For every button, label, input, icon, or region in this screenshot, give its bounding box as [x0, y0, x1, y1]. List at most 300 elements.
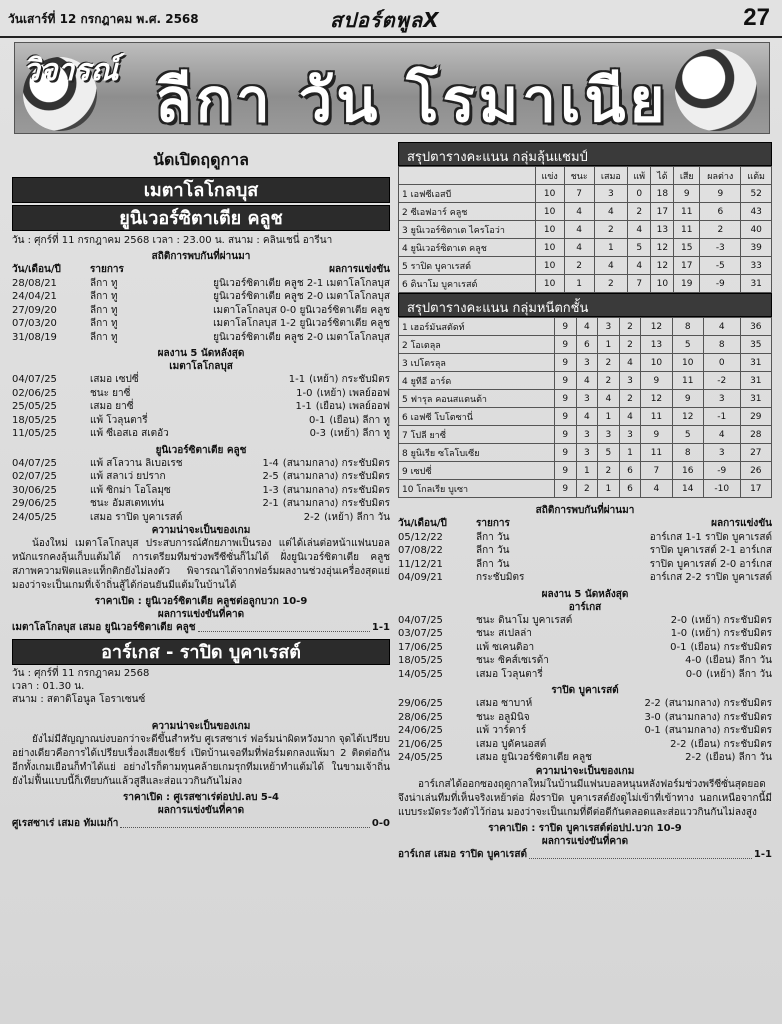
form-date: 04/07/25 [12, 374, 57, 385]
h2h-date: 04/09/21 [398, 572, 443, 583]
form-row [12, 373, 390, 387]
standings-col-header: ได้ [651, 167, 674, 185]
football-icon [675, 49, 757, 131]
form-title: ผลงาน 5 นัดหลังสุด [541, 588, 629, 600]
stat-cell: 2 [598, 354, 620, 372]
team-name: 3 ยูนิเวอร์ซิตาเต ไครโอว่า [399, 221, 536, 239]
stat-cell: 12 [641, 318, 672, 336]
h2h-competition: ลีกา ทู [90, 277, 118, 289]
h2h-date: 11/12/21 [398, 558, 443, 570]
stat-cell: 12 [651, 257, 674, 275]
h2h-header [398, 517, 772, 531]
stat-cell: 3 [598, 318, 620, 336]
stat-cell: 4 [703, 426, 740, 444]
form-date: 21/06/25 [398, 738, 443, 750]
stat-cell: -9 [703, 462, 740, 480]
stat-cell: 1 [576, 462, 598, 480]
stat-cell: 4 [641, 480, 672, 498]
form-opponent: แพ้ สลาเว่ ยปราก [90, 471, 166, 482]
h2h-result: ยูนิเวอร์ซิตาเตีย คลูช 2-0 เมตาโลโกลบุส [213, 291, 390, 302]
stat-cell: 9 [554, 318, 576, 336]
team-name: 8 ยูนิเรีย ซโลโบเซีย [399, 444, 555, 462]
h2h-row [398, 558, 772, 572]
stat-cell: 28 [740, 426, 771, 444]
form-score: 0-0 [685, 668, 703, 680]
form-date: 04/07/25 [12, 457, 57, 469]
form-date: 30/06/25 [12, 484, 57, 496]
team-name: 6 ดินาโม บูคาเรสต์ [399, 275, 536, 293]
team-name: 2 โอเตลุล [399, 336, 555, 354]
form-venue: (เหย้า) ลีกา วัน [706, 668, 772, 680]
stat-cell: 10 [672, 354, 703, 372]
right-column [398, 142, 772, 862]
away-team-bar: ยูนิเวอร์ซิตาเตีย คลูช [12, 205, 390, 231]
home-form-list [398, 614, 772, 682]
stat-cell: 4 [576, 372, 598, 390]
form-date: 29/06/25 [12, 498, 57, 509]
standings-row [399, 185, 772, 203]
stat-cell: 4 [628, 257, 651, 275]
h2h-row [12, 277, 390, 291]
form-date: 03/07/25 [398, 628, 443, 639]
form-score: 0-1 [670, 641, 687, 653]
form-venue: (เหย้า) กระชับมิตร [309, 374, 390, 385]
stat-cell: 4 [594, 257, 627, 275]
prediction-title: ผลการแข่งขันที่คาด [157, 805, 245, 816]
h2h-head-comp: รายการ [90, 264, 124, 275]
h2h-row [398, 571, 772, 585]
stat-cell: 2 [700, 221, 741, 239]
stat-cell: 4 [619, 354, 641, 372]
h2h-result: ราปิด บูคาเรสต์ 2-0 อาร์เกส [649, 558, 772, 570]
h2h-list [12, 277, 390, 345]
h2h-competition: กระชับมิตร [476, 572, 525, 583]
stat-cell: 29 [740, 408, 771, 426]
form-venue: (สนามกลาง) กระชับมิตร [282, 484, 390, 496]
form-score: 2-1 [262, 498, 279, 509]
match2-date: วัน : ศุกร์ที่ 11 กรกฎาคม 2568 [12, 668, 150, 679]
match-analysis: อาร์เกสได้ออกซองฤดูกาลใหม่ในบ้านมีแฟนบอลหนุนหลังฟอร์มช่วงพรีซีซั่นสุดยอด จึงน่าเล่นทีมที่เห็นจริงเหย้าต่อ ฝั่งราปิด บูคาเรสต์ยังดูไม่เข้าที่เข้าทาง นอกเหนือจากนี้มีแบบระมัดระวังตัวไว้ก่อน มองว่าจะเป็นเกมที่ดีต่อดีกันตลอดและส่อแววกินกันไม่ลงสูง [398, 778, 772, 818]
h2h-date: 07/03/20 [12, 318, 57, 329]
h2h-date: 05/12/22 [398, 531, 443, 543]
form-date: 24/06/25 [398, 725, 443, 736]
form-score: 1-0 [670, 628, 688, 639]
stat-cell: 3 [594, 185, 627, 203]
stat-cell: 10 [535, 239, 564, 257]
stat-cell: -10 [703, 480, 740, 498]
form-row [12, 497, 390, 511]
form-row [398, 627, 772, 641]
prediction-text: อาร์เกส เสมอ ราปิด บูคาเรสต์ [398, 848, 527, 860]
form-opponent: เสมอ บูดัคนอสต์ [476, 738, 547, 750]
form-row [398, 697, 772, 711]
standings-col-header: แพ้ [628, 167, 651, 185]
form-row [398, 711, 772, 725]
form-row [398, 724, 772, 738]
form-row [12, 387, 390, 401]
h2h-competition: ลีกา วัน [476, 545, 510, 556]
stat-cell: 9 [554, 462, 576, 480]
stat-cell: 3 [619, 426, 641, 444]
stat-cell: 31 [740, 354, 771, 372]
team-name: 5 ฟารุล คอนสแตนต้า [399, 390, 555, 408]
h2h-row [398, 544, 772, 558]
team-name: 9 เซปซี่ [399, 462, 555, 480]
h2h-list [398, 531, 772, 585]
form-row [398, 738, 772, 752]
match2-venue: สนาม : สตาดิโอนูล โอราเซนซ์ [12, 694, 146, 705]
stat-cell: 39 [741, 239, 772, 257]
form-venue: (สนามกลาง) กระชับมิตร [282, 471, 390, 482]
form-venue: (สนามกลาง) กระชับมิตร [664, 698, 772, 709]
stat-cell: 5 [598, 444, 620, 462]
note-title: ความน่าจะเป็นของเกม [151, 525, 251, 536]
form-score: 1-1 [295, 401, 312, 412]
stat-cell: 36 [740, 318, 771, 336]
h2h-date: 24/04/21 [12, 291, 57, 302]
h2h-date: 07/08/22 [398, 545, 443, 556]
h2h-date: 28/08/21 [12, 277, 57, 289]
stat-cell: 10 [535, 275, 564, 293]
stat-cell: 7 [641, 462, 672, 480]
stat-cell: 8 [672, 444, 703, 462]
standings-row [399, 480, 772, 498]
stat-cell: 10 [535, 203, 564, 221]
page-number: 27 [743, 4, 770, 31]
form-row [398, 668, 772, 682]
h2h-date: 27/09/20 [12, 304, 57, 316]
stat-cell: 31 [740, 390, 771, 408]
stat-cell: 27 [740, 444, 771, 462]
standings-row [399, 408, 772, 426]
form-row [398, 641, 772, 655]
section-title: นัดเปิดฤดูกาล [153, 150, 249, 169]
left-column [12, 142, 390, 831]
form-score: 2-0 [670, 614, 688, 626]
form-row [12, 457, 390, 471]
standings-row [399, 257, 772, 275]
form-venue: (เยือน) ลีกา วัน [705, 655, 772, 666]
standings-row [399, 275, 772, 293]
stat-cell: 17 [740, 480, 771, 498]
note-title: ความน่าจะเป็นของเกม [151, 721, 251, 732]
form-score: 1-0 [296, 387, 313, 399]
stat-cell: 9 [554, 444, 576, 462]
home-form-title: อาร์เกส [568, 601, 602, 613]
stat-cell: 6 [619, 462, 641, 480]
stat-cell: 3 [619, 372, 641, 390]
standings-row [399, 354, 772, 372]
form-score: 0-1 [644, 725, 661, 736]
h2h-row [398, 531, 772, 545]
stat-cell: -1 [703, 408, 740, 426]
stat-cell: 9 [554, 354, 576, 372]
form-venue: (เยือน) เพลย์ออฟ [315, 401, 390, 412]
form-score: 1-4 [262, 457, 279, 469]
stat-cell: 35 [740, 336, 771, 354]
stat-cell: 11 [641, 444, 672, 462]
stat-cell: 16 [672, 462, 703, 480]
standings-col-header: เสมอ [594, 167, 627, 185]
h2h-row [12, 317, 390, 331]
stat-cell: 4 [564, 239, 594, 257]
form-venue: (เยือน) กระชับมิตร [690, 738, 772, 750]
home-form-list [12, 373, 390, 441]
stat-cell: 9 [554, 390, 576, 408]
stat-cell: 9 [554, 480, 576, 498]
stat-cell: 2 [564, 257, 594, 275]
h2h-competition: ลีกา วัน [476, 558, 510, 570]
form-score: 0-3 [309, 428, 326, 439]
form-row [12, 427, 390, 441]
stat-cell: 2 [619, 318, 641, 336]
stat-cell: 11 [641, 408, 672, 426]
stat-cell: 9 [700, 185, 741, 203]
stat-cell: 8 [703, 336, 740, 354]
stat-cell: 3 [576, 354, 598, 372]
form-venue: (เหย้า) กระชับมิตร [691, 614, 772, 626]
match2-analysis: ยังไม่มีสัญญาณบ่งบอกว่าจะดีขึ้นสำหรับ ศูเรสซาเร่ ฟอร์มน่าผิดหวังมาก จุดได้เปรียบอย่างเดียวคือการได้เปรียบเรื่องเสียงเชียร์ เปิดบ้านเจอทีมที่ฟอร์มตกลงแพ้มา 2 ติดต่อกัน อีกทั้งเกมเยือนก็ทำได้แย่ อย่างไรก็ตามทุนคล้ายเกมรุกทีมเหย้าทำแต้มได้ ในขามเจ้าถิ่นยังไม่ฟื้นแบบนี้ก็เทียบกันแล้วสูสีและส่อแววกินกันไม่ลง [12, 734, 390, 787]
stat-cell: -3 [700, 239, 741, 257]
form-venue: (สนามกลาง) กระชับมิตร [282, 498, 390, 509]
standings-row [399, 221, 772, 239]
opening-odds: ราคาเปิด : ราปิด บูคาเรสต์ต่อปป.บวก 10-9 [488, 822, 682, 834]
standings-row [399, 426, 772, 444]
stat-cell: 6 [576, 336, 598, 354]
stat-cell: 31 [741, 275, 772, 293]
form-opponent: แพ้ โวลุนตารี่ [90, 414, 148, 426]
form-venue: (เหย้า) ลีกา ทู [329, 428, 390, 439]
form-opponent: เสมอ โวลุนตารี่ [476, 668, 543, 680]
form-date: 11/05/25 [12, 428, 57, 439]
stat-cell: 1 [564, 275, 594, 293]
stat-cell: 12 [651, 239, 674, 257]
stat-cell: 9 [674, 185, 700, 203]
standings-col-header: แข่ง [535, 167, 564, 185]
form-date: 04/07/25 [398, 614, 443, 626]
stat-cell: 43 [741, 203, 772, 221]
stat-cell: 1 [598, 408, 620, 426]
form-venue: (เยือน) ลีกา ทู [329, 414, 390, 426]
team-name: 5 ราปิด บูคาเรสต์ [399, 257, 536, 275]
home-team-bar: เมตาโลโกลบุส [12, 177, 390, 203]
h2h-competition: ลีกา ทู [90, 318, 118, 329]
form-score: 1-3 [262, 484, 279, 496]
title-banner [14, 42, 770, 134]
form-row [12, 400, 390, 414]
stat-cell: 2 [619, 390, 641, 408]
home-form-title: เมตาโลโกลบุส [169, 361, 233, 372]
form-opponent: แพ้ ซีเอสเอ สเตอัว [90, 428, 169, 439]
stat-cell: 9 [554, 372, 576, 390]
stat-cell: 10 [535, 185, 564, 203]
stat-cell: 17 [674, 257, 700, 275]
prediction-line [398, 848, 772, 862]
banner-kicker: วิจารณ์ [23, 53, 119, 88]
form-date: 24/05/25 [12, 511, 57, 523]
brand-logo: สปอร์ตพูลX [330, 8, 440, 32]
prediction-score: 1-1 [371, 622, 390, 633]
form-row [12, 484, 390, 498]
h2h-row [12, 304, 390, 318]
match-analysis: น้องใหม่ เมตาโลโกลบุส ประสบการณ์ศักยภาพเป็นรอง แต่ได้เล่นต่อหน้าแฟนบอลหนักแรกคงลุ้นเก็บแต้มได้ การเตรียมทีมช่วงพรีซีซั่นก็ไม่ได้ ฝั่งยูนิเวอร์ซิตาเตีย คลูช สภาพความฟิตและแท็กติกยังไม่ลงตัว พิจารณาได้จากฟอร์มผลงานช่วงอุ่นเครื่องสุดแย่ มองว่าจะเป็นเกมที่เจ้าถิ่นสู้ได้ก่อนยันมีแต้มในบ้านได้ [12, 538, 390, 591]
stat-cell: 2 [594, 221, 627, 239]
h2h-result: ราปิด บูคาเรสต์ 2-1 อาร์เกส [649, 545, 772, 556]
standings-row [399, 318, 772, 336]
team-name: 7 โปลี ยาซี่ [399, 426, 555, 444]
stat-cell: 14 [672, 480, 703, 498]
form-date: 14/05/25 [398, 668, 443, 680]
stat-cell: 4 [594, 203, 627, 221]
team-name: 1 เฮอร์มันสตัดท์ [399, 318, 555, 336]
h2h-head-result: ผลการแข่งขัน [329, 264, 390, 275]
page-header [0, 0, 782, 38]
stat-cell: 5 [628, 239, 651, 257]
form-row [398, 751, 772, 765]
standings-row [399, 372, 772, 390]
stat-cell: 15 [674, 239, 700, 257]
form-opponent: เสมอ ซาบาห์ [476, 698, 533, 709]
form-opponent: ชนะ อัมสเตทเท่น [90, 498, 165, 509]
form-row [12, 511, 390, 525]
standings-title-championship: สรุปตารางคะแนน กลุ่มลุ้นแชมป์ [398, 142, 772, 166]
standings-col-header: แต้ม [741, 167, 772, 185]
team-name: 4 ยูนิเวอร์ซิตาเต คลูช [399, 239, 536, 257]
stat-cell: 3 [576, 444, 598, 462]
form-opponent: เสมอ เซปซี่ [90, 374, 139, 385]
stat-cell: 18 [651, 185, 674, 203]
stat-cell: 10 [535, 257, 564, 275]
stat-cell: 1 [598, 480, 620, 498]
form-venue: (สนามกลาง) กระชับมิตร [664, 711, 772, 723]
team-name: 6 เอฟซี โบโตซานี่ [399, 408, 555, 426]
form-title: ผลงาน 5 นัดหลังสุด [157, 348, 245, 359]
stat-cell: 4 [576, 408, 598, 426]
prediction-score: 0-0 [371, 818, 390, 829]
stat-cell: 10 [651, 275, 674, 293]
stat-cell: 9 [641, 372, 672, 390]
form-venue: (เยือน) กระชับมิตร [690, 641, 772, 653]
form-date: 24/05/25 [398, 752, 443, 763]
stat-cell: 26 [740, 462, 771, 480]
h2h-competition: ลีกา ทู [90, 304, 118, 316]
form-venue: (เยือน) ลีกา วัน [705, 752, 772, 763]
stat-cell: 4 [628, 221, 651, 239]
form-date: 17/06/25 [398, 641, 443, 653]
form-date: 18/05/25 [12, 414, 57, 426]
stat-cell: 5 [672, 336, 703, 354]
team-name: 4 ยูทีอี อาร์ด [399, 372, 555, 390]
stat-cell: 9 [554, 408, 576, 426]
stat-cell: 2 [598, 462, 620, 480]
form-date: 25/05/25 [12, 401, 57, 412]
standings-row [399, 462, 772, 480]
form-venue: (เหย้า) กระชับมิตร [691, 628, 772, 639]
stat-cell: 11 [674, 203, 700, 221]
form-date: 18/05/25 [398, 655, 443, 666]
stat-cell: 10 [535, 221, 564, 239]
stat-cell: 12 [641, 390, 672, 408]
stat-cell: 33 [741, 257, 772, 275]
standings-title-relegation: สรุปตารางคะแนน กลุ่มหนีตกชั้น [398, 293, 772, 317]
h2h-date: 31/08/19 [12, 331, 57, 343]
form-opponent: ชนะ ซิคส์เซเรด้า [476, 655, 549, 666]
stat-cell: 3 [576, 390, 598, 408]
form-opponent: ชนะ อลูมินิจ [476, 711, 530, 723]
form-row [398, 654, 772, 668]
away-form-title: ราปิด บูคาเรสต์ [551, 685, 619, 696]
prediction-title: ผลการแข่งขันที่คาด [541, 835, 629, 847]
stat-cell: 6 [700, 203, 741, 221]
note-title: ความน่าจะเป็นของเกม [535, 765, 635, 777]
stat-cell: 6 [619, 480, 641, 498]
form-opponent: แพ้ ซิกม่า โอโลมุซ [90, 484, 171, 496]
stat-cell: 2 [619, 336, 641, 354]
stat-cell: 10 [641, 354, 672, 372]
opening-odds: ราคาเปิด : ยูนิเวอร์ซิตาเตีย คลูชต่อลูกบวก 10-9 [94, 596, 308, 607]
match2-time: เวลา : 01.30 น. [12, 681, 85, 692]
prediction-line [12, 621, 390, 635]
team-name: 3 เปโตรลุล [399, 354, 555, 372]
stat-cell: -9 [700, 275, 741, 293]
h2h-title: สถิติการพบกันที่ผ่านมา [151, 251, 251, 262]
stat-cell: 2 [598, 372, 620, 390]
match-info: วัน : ศุกร์ที่ 11 กรกฎาคม 2568 เวลา : 23.00 น. สนาม : คลินเชนี่ อารีนา [12, 235, 333, 246]
form-venue: (เหย้า) ลีกา วัน [324, 511, 390, 523]
stat-cell: 2 [594, 275, 627, 293]
form-opponent: แพ้ ซเคนดิอา [476, 641, 535, 653]
form-score: 2-2 [670, 738, 687, 750]
stat-cell: 19 [674, 275, 700, 293]
form-row [12, 470, 390, 484]
stat-cell: 4 [564, 203, 594, 221]
h2h-competition: ลีกา ทู [90, 331, 118, 343]
form-date: 02/06/25 [12, 387, 57, 399]
stat-cell: 8 [672, 318, 703, 336]
stat-cell: 3 [703, 444, 740, 462]
match2-title-bar: อาร์เกส - ราปิด บูคาเรสต์ [12, 639, 390, 665]
stat-cell: 0 [703, 354, 740, 372]
stat-cell: 40 [741, 221, 772, 239]
standings-table-championship [398, 166, 772, 293]
h2h-competition: ลีกา วัน [476, 531, 510, 543]
h2h-header [12, 263, 390, 277]
stat-cell: 1 [594, 239, 627, 257]
h2h-head-comp: รายการ [476, 518, 510, 529]
stat-cell: 13 [651, 221, 674, 239]
form-score: 1-1 [288, 374, 306, 385]
form-score: 2-2 [644, 698, 661, 709]
form-score: 2-5 [262, 471, 279, 482]
h2h-result: อาร์เกส 1-1 ราปิด บูคาเรสต์ [649, 531, 772, 543]
h2h-result: ยูนิเวอร์ซิตาเตีย คลูช 2-1 เมตาโลโกลบุส [213, 277, 390, 289]
stat-cell: 0 [628, 185, 651, 203]
form-opponent: แพ้ วาร์ดาร์ [476, 725, 527, 736]
stat-cell: 17 [651, 203, 674, 221]
form-row [12, 414, 390, 428]
away-form-list [12, 457, 390, 525]
h2h-result: ยูนิเวอร์ซิตาเตีย คลูช 2-0 เมตาโลโกลบุส [213, 331, 390, 343]
h2h-title: สถิติการพบกันที่ผ่านมา [535, 505, 635, 516]
stat-cell: 13 [641, 336, 672, 354]
standings-table-relegation [398, 317, 772, 498]
stat-cell: 3 [703, 390, 740, 408]
form-score: 4-0 [685, 655, 702, 666]
stat-cell: 2 [576, 480, 598, 498]
stat-cell: -5 [700, 257, 741, 275]
form-score: 2-2 [685, 752, 702, 763]
standings-col-header: ผลต่าง [700, 167, 741, 185]
